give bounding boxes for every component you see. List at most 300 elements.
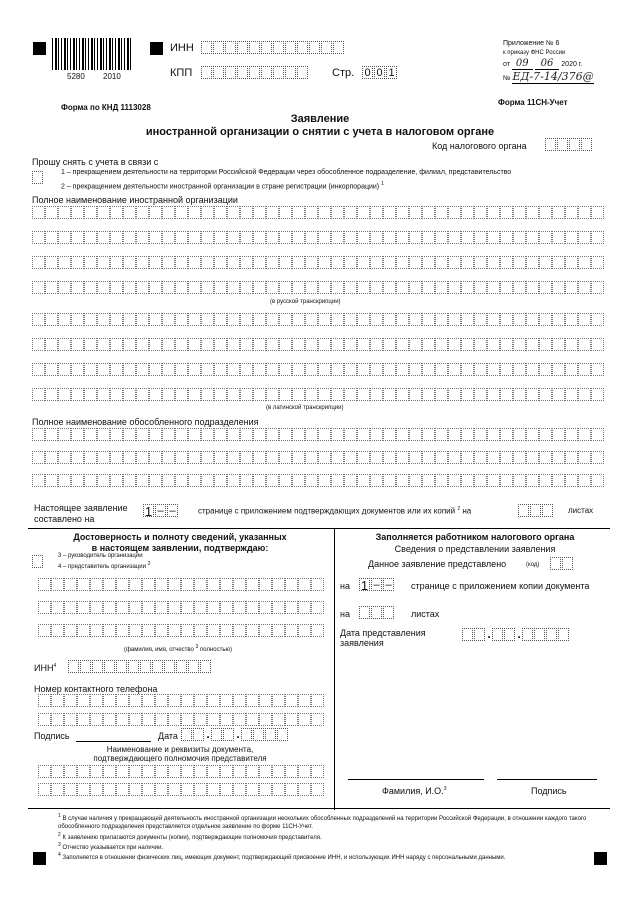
grid-cell (344, 281, 357, 294)
grid-cell (578, 388, 591, 401)
grid-cell (448, 256, 461, 269)
grid-row (32, 338, 604, 351)
grid-cell (409, 451, 422, 464)
footnote-3-number: 3 (58, 842, 61, 848)
grid-cell (526, 428, 539, 441)
signer-name-caption-end: полностью) (200, 647, 232, 653)
grid-cell (292, 474, 305, 487)
grid-cell (448, 428, 461, 441)
signer-option-4-text: 4 – представитель организации (58, 564, 146, 570)
grid-cell (188, 256, 201, 269)
grid-cell (552, 388, 565, 401)
grid-cell (487, 363, 500, 376)
grid-cell (279, 451, 292, 464)
grid-cell (344, 231, 357, 244)
grid-cell (448, 338, 461, 351)
org-full-name-label: Полное наименование иностранной организации (32, 195, 238, 205)
input-cell (213, 66, 224, 79)
grid-cell (266, 474, 279, 487)
grid-cell (396, 338, 409, 351)
grid-cell (266, 231, 279, 244)
grid-cell (272, 713, 285, 726)
grid-cell (298, 624, 311, 637)
grid-cell (103, 624, 116, 637)
input-cell (321, 41, 332, 54)
grid-cell (552, 281, 565, 294)
inn-field[interactable] (201, 41, 345, 54)
grid-cell (409, 206, 422, 219)
grid-cell (84, 206, 97, 219)
reason-option-2-text: 2 – прекращением деятельности иностранной организации в стране регистрации (инкорпорации) (61, 183, 380, 191)
reason-intro: Прошу снять с учета в связи с (32, 157, 159, 167)
grid-cell (227, 451, 240, 464)
grid-cell (90, 578, 103, 591)
grid-cell (396, 206, 409, 219)
grid-cell (513, 363, 526, 376)
grid-cell (318, 206, 331, 219)
grid-cell (84, 451, 97, 464)
authority-document-grid[interactable] (38, 765, 324, 801)
grid-cell (71, 206, 84, 219)
grid-cell (285, 624, 298, 637)
tax-authority-label: Код налогового органа (432, 141, 527, 151)
signer-option-3: 3 – руководитель организации (58, 553, 143, 559)
grid-cell (181, 694, 194, 707)
grid-cell (487, 206, 500, 219)
date-cell (277, 728, 288, 741)
phone-label: Номер контактного телефона (34, 684, 158, 694)
grid-cell (90, 713, 103, 726)
grid-cell (71, 256, 84, 269)
grid-cell (51, 765, 64, 778)
date-cell (492, 628, 503, 641)
grid-cell (149, 388, 162, 401)
grid-cell (552, 363, 565, 376)
grid-cell (45, 231, 58, 244)
grid-cell (292, 231, 305, 244)
tax-authority-code-field[interactable] (545, 138, 593, 151)
grid-cell (357, 281, 370, 294)
grid-cell (136, 313, 149, 326)
grid-cell (214, 338, 227, 351)
grid-cell (487, 313, 500, 326)
grid-cell (383, 363, 396, 376)
grid-cell (422, 474, 435, 487)
grid-cell (64, 783, 77, 796)
signer-inn-field[interactable] (68, 660, 212, 673)
input-cell (557, 138, 568, 151)
branch-name-grid[interactable] (32, 428, 604, 497)
grid-cell (591, 363, 604, 376)
right-fio-label (382, 786, 446, 796)
grid-cell (64, 694, 77, 707)
grid-cell (77, 624, 90, 637)
corner-marker-top-left (33, 42, 46, 55)
grid-row (32, 231, 604, 244)
grid-cell (552, 256, 565, 269)
grid-cell (188, 281, 201, 294)
signer-inn-label-text: ИНН (34, 663, 54, 673)
grid-cell (51, 694, 64, 707)
grid-cell (253, 256, 266, 269)
grid-cell (383, 474, 396, 487)
grid-cell (500, 451, 513, 464)
grid-cell (311, 624, 324, 637)
grid-cell (298, 765, 311, 778)
grid-cell (357, 338, 370, 351)
date-cell (193, 728, 204, 741)
grid-cell (246, 783, 259, 796)
grid-cell (64, 713, 77, 726)
grid-cell (90, 624, 103, 637)
phone-grid[interactable] (38, 694, 324, 732)
grid-cell (110, 256, 123, 269)
grid-cell (162, 451, 175, 464)
grid-cell (240, 474, 253, 487)
grid-cell (422, 256, 435, 269)
right-pages-field[interactable]: 1 – – (359, 578, 395, 591)
grid-cell (500, 363, 513, 376)
grid-cell (220, 578, 233, 591)
doc-heading-2: подтверждающего полномочия представителя (93, 754, 267, 763)
grid-cell (246, 765, 259, 778)
grid-cell (357, 256, 370, 269)
grid-cell (162, 388, 175, 401)
grid-cell (311, 601, 324, 614)
signer-code-field[interactable] (32, 555, 44, 568)
grid-cell (149, 206, 162, 219)
org-name-russian-grid[interactable] (32, 206, 604, 306)
grid-cell (116, 694, 129, 707)
grid-cell (565, 231, 578, 244)
grid-cell (84, 363, 97, 376)
grid-cell (103, 713, 116, 726)
grid-row (32, 451, 604, 464)
grid-cell (591, 313, 604, 326)
composed-pages-field[interactable]: 1 – – (143, 504, 179, 517)
grid-cell (409, 231, 422, 244)
grid-cell (97, 231, 110, 244)
grid-cell (591, 474, 604, 487)
grid-cell (227, 474, 240, 487)
grid-cell (142, 765, 155, 778)
grid-cell (513, 231, 526, 244)
grid-cell (272, 624, 285, 637)
page-number-field[interactable] (362, 66, 398, 79)
grid-cell (435, 313, 448, 326)
grid-cell (305, 363, 318, 376)
grid-cell (578, 428, 591, 441)
grid-cell (513, 428, 526, 441)
grid-cell (578, 363, 591, 376)
grid-cell (311, 783, 324, 796)
grid-cell (201, 281, 214, 294)
grid-cell (474, 428, 487, 441)
grid-cell (90, 694, 103, 707)
grid-cell (84, 256, 97, 269)
grid-cell (591, 388, 604, 401)
grid-cell (305, 338, 318, 351)
grid-cell (32, 428, 45, 441)
grid-cell (110, 388, 123, 401)
doc-heading-1: Наименование и реквизиты документа, (106, 745, 254, 754)
grid-cell (448, 281, 461, 294)
reason-option-2 (61, 181, 384, 190)
grid-cell (461, 474, 474, 487)
grid-cell (578, 451, 591, 464)
grid-cell (409, 281, 422, 294)
grid-cell (233, 578, 246, 591)
grid-cell (201, 388, 214, 401)
grid-cell (97, 451, 110, 464)
grid-cell (142, 783, 155, 796)
right-sheets-field[interactable] (359, 606, 395, 619)
grid-cell (233, 601, 246, 614)
grid-cell (233, 765, 246, 778)
composed-middle-text (198, 506, 471, 516)
grid-row (32, 281, 604, 294)
grid-row (32, 256, 604, 269)
input-cell (273, 66, 284, 79)
reason-code-field[interactable] (32, 171, 44, 184)
grid-cell (331, 388, 344, 401)
grid-cell (194, 783, 207, 796)
grid-cell (578, 281, 591, 294)
grid-cell (201, 231, 214, 244)
grid-cell (370, 206, 383, 219)
grid-cell (513, 451, 526, 464)
grid-cell (175, 474, 188, 487)
grid-cell (58, 363, 71, 376)
grid-cell (188, 338, 201, 351)
input-cell (164, 660, 175, 673)
grid-cell (272, 694, 285, 707)
grid-cell (188, 474, 201, 487)
grid-cell (142, 624, 155, 637)
grid-cell (194, 694, 207, 707)
grid-cell (168, 765, 181, 778)
grid-cell (246, 624, 259, 637)
grid-cell (129, 765, 142, 778)
grid-cell (435, 256, 448, 269)
grid-cell (123, 206, 136, 219)
grid-cell (214, 451, 227, 464)
composed-middle-text-value: странице с приложением подтверждающих документов или их копий (198, 506, 456, 516)
grid-cell (84, 231, 97, 244)
grid-cell (474, 281, 487, 294)
date-cell (265, 728, 276, 741)
grid-cell (279, 313, 292, 326)
grid-cell (64, 765, 77, 778)
reason-option-1: 1 – прекращением деятельности на территории Российской Федерации через обособленное подразделение, филиал, представительство (61, 169, 512, 176)
grid-cell (110, 313, 123, 326)
right-sub: Сведения о представлении заявления (394, 544, 556, 554)
grid-cell (32, 206, 45, 219)
grid-cell (45, 388, 58, 401)
grid-cell (188, 363, 201, 376)
grid-cell (409, 428, 422, 441)
grid-cell (129, 694, 142, 707)
grid-cell (136, 474, 149, 487)
grid-cell (175, 451, 188, 464)
input-cell (285, 66, 296, 79)
grid-cell (181, 783, 194, 796)
signer-inn-label (34, 663, 56, 673)
input-cell (237, 41, 248, 54)
grid-cell (344, 313, 357, 326)
grid-cell (38, 624, 51, 637)
grid-cell (318, 428, 331, 441)
form-title-line1: Заявление (290, 113, 350, 125)
grid-cell (552, 338, 565, 351)
grid-cell (97, 206, 110, 219)
grid-cell (32, 231, 45, 244)
grid-cell (149, 313, 162, 326)
grid-cell (311, 713, 324, 726)
grid-cell (77, 765, 90, 778)
grid-cell (123, 363, 136, 376)
section-divider (28, 528, 610, 529)
grid-cell (292, 388, 305, 401)
appendix-day: 09 (512, 58, 533, 70)
grid-cell (383, 206, 396, 219)
left-date-label: Дата (158, 731, 178, 741)
grid-cell (272, 783, 285, 796)
grid-cell (136, 388, 149, 401)
grid-cell (298, 783, 311, 796)
grid-cell (318, 313, 331, 326)
grid-cell (116, 578, 129, 591)
grid-cell (84, 428, 97, 441)
composed-sheets-field[interactable] (518, 504, 554, 517)
grid-cell (396, 313, 409, 326)
grid-cell (116, 765, 129, 778)
grid-cell (292, 281, 305, 294)
grid-cell (318, 451, 331, 464)
grid-cell (201, 474, 214, 487)
grid-cell (103, 694, 116, 707)
grid-cell (214, 474, 227, 487)
left-date-field[interactable] (181, 728, 289, 741)
grid-cell (207, 578, 220, 591)
grid-cell (168, 783, 181, 796)
appendix-date (503, 58, 582, 69)
corner-marker-bottom-left (33, 852, 46, 865)
grid-cell (292, 428, 305, 441)
grid-cell (162, 256, 175, 269)
grid-cell (435, 451, 448, 464)
grid-cell (487, 231, 500, 244)
grid-cell (32, 338, 45, 351)
grid-cell (253, 428, 266, 441)
grid-cell (331, 256, 344, 269)
grid-cell (305, 256, 318, 269)
grid-cell (194, 765, 207, 778)
date-separator: . (487, 627, 491, 641)
org-name-latin-grid[interactable] (32, 313, 604, 413)
grid-cell (435, 338, 448, 351)
grid-cell (448, 451, 461, 464)
grid-cell (435, 206, 448, 219)
grid-cell (409, 363, 422, 376)
grid-cell (149, 363, 162, 376)
input-cell (128, 660, 139, 673)
signer-name-grid[interactable] (38, 578, 324, 647)
grid-cell (240, 256, 253, 269)
grid-cell (344, 451, 357, 464)
right-sign-label: Подпись (531, 786, 567, 796)
date-cell (504, 628, 515, 641)
grid-cell (188, 206, 201, 219)
grid-cell (175, 363, 188, 376)
kpp-field[interactable] (201, 66, 309, 79)
grid-cell (233, 783, 246, 796)
grid-cell (578, 231, 591, 244)
grid-cell (214, 363, 227, 376)
grid-cell (383, 388, 396, 401)
grid-cell (253, 338, 266, 351)
grid-cell (565, 451, 578, 464)
input-cell (569, 138, 580, 151)
grid-cell (318, 338, 331, 351)
grid-cell (591, 206, 604, 219)
grid-cell (253, 281, 266, 294)
grid-cell (292, 256, 305, 269)
grid-cell (565, 281, 578, 294)
grid-cell (110, 281, 123, 294)
grid-cell (123, 231, 136, 244)
grid-cell (227, 256, 240, 269)
grid-cell (227, 338, 240, 351)
date-cell (558, 628, 569, 641)
signer-inn-sup: 4 (53, 663, 57, 669)
grid-row (38, 765, 324, 778)
composed-sheets-label: листах (568, 506, 594, 515)
grid-cell (539, 363, 552, 376)
grid-cell (136, 281, 149, 294)
grid-cell (227, 363, 240, 376)
grid-cell (526, 206, 539, 219)
grid-cell (513, 281, 526, 294)
grid-cell (51, 601, 64, 614)
grid-cell (220, 783, 233, 796)
input-cell (273, 41, 284, 54)
grid-cell (136, 363, 149, 376)
grid-cell (194, 624, 207, 637)
grid-cell (448, 206, 461, 219)
grid-cell (474, 206, 487, 219)
page-digit: 0 (374, 66, 385, 79)
submitted-code-field[interactable] (550, 557, 574, 570)
date-cell (474, 628, 485, 641)
kpp-label: КПП (170, 67, 193, 79)
grid-cell (539, 388, 552, 401)
grid-cell (305, 206, 318, 219)
grid-cell (129, 713, 142, 726)
grid-cell (110, 428, 123, 441)
left-heading-1: Достоверность и полноту сведений, указанных (73, 532, 287, 542)
grid-cell (500, 313, 513, 326)
right-date-field[interactable] (462, 628, 570, 641)
input-cell (333, 41, 344, 54)
grid-cell (32, 281, 45, 294)
grid-cell (526, 338, 539, 351)
grid-cell (487, 281, 500, 294)
grid-cell (58, 474, 71, 487)
grid-cell (357, 231, 370, 244)
grid-cell (227, 231, 240, 244)
grid-cell (201, 428, 214, 441)
